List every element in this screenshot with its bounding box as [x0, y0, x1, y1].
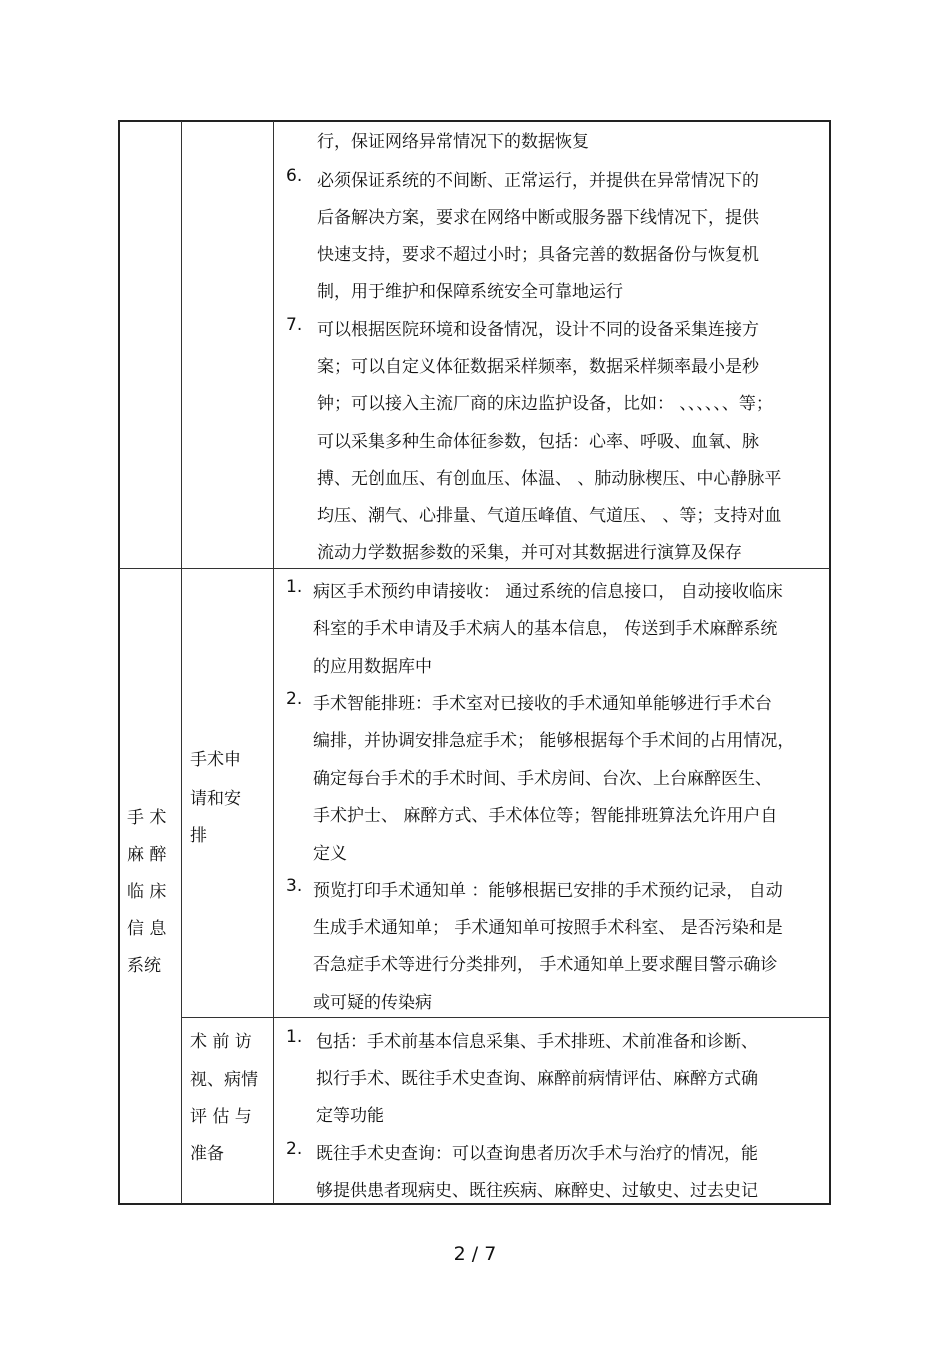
- item-line: 快速支持，要求不超过小时；具备完善的数据备份与恢复机: [317, 245, 759, 265]
- item-number: 2.: [286, 689, 303, 709]
- item-line: 手术智能排班：手术室对已接收的手术通知单能够进行手术台: [313, 694, 772, 714]
- item-line: 否急症手术等进行分类排列， 手术通知单上要求醒目警示确诊: [313, 955, 778, 975]
- item-line: 科室的手术申请及手术病人的基本信息， 传送到手术麻醉系统: [313, 619, 778, 639]
- system-name-line: 信 息: [127, 919, 167, 939]
- row-divider-1: [119, 568, 830, 569]
- item-line: 包括：手术前基本信息采集、手术排班、术前准备和诊断、: [316, 1032, 758, 1052]
- item-line: 的应用数据库中: [313, 657, 432, 677]
- item-line: 搏、无创血压、有创血压、体温、 、肺动脉楔压、中心静脉平: [317, 469, 782, 489]
- item-line: 制，用于维护和保障系统安全可靠地运行: [317, 282, 623, 302]
- subsystem-label-line: 术 前 访: [190, 1032, 252, 1052]
- page-number: 2 / 7: [453, 1243, 497, 1265]
- item-line: 可以采集多种生命体征参数，包括：心率、呼吸、血氧、脉: [317, 432, 759, 452]
- subsystem-label-line: 准备: [190, 1144, 224, 1164]
- column-divider-2: [273, 121, 274, 1204]
- item-line: 后备解决方案，要求在网络中断或服务器下线情况下，提供: [317, 208, 759, 228]
- item-number: 1.: [286, 1027, 303, 1047]
- system-name-line: 临 床: [127, 882, 167, 902]
- item-line: 钟；可以接入主流厂商的床边监护设备，比如： 、、、、、、等；: [317, 394, 773, 414]
- row-divider-2: [181, 1017, 830, 1018]
- system-name-line: 手 术: [127, 808, 167, 828]
- item-line: 预览打印手术通知单 ：能够根据已安排的手术预约记录， 自动: [313, 881, 783, 901]
- item-line: 生成手术通知单； 手术通知单可按照手术科室、 是否污染和是: [313, 918, 783, 938]
- subsystem-label-line: 视、病情: [190, 1070, 258, 1090]
- item-number: 1.: [286, 577, 303, 597]
- item-line: 可以根据医院环境和设备情况，设计不同的设备采集连接方: [317, 320, 759, 340]
- item-line: 既往手术史查询：可以查询患者历次手术与治疗的情况，能: [316, 1144, 758, 1164]
- system-name-line: 系统: [127, 956, 161, 976]
- system-name-line: 麻 醉: [127, 845, 167, 865]
- continuation-line: 行，保证网络异常情况下的数据恢复: [317, 132, 589, 152]
- item-line: 拟行手术、既往手术史查询、麻醉前病情评估、麻醉方式确: [316, 1069, 758, 1089]
- item-line: 定等功能: [316, 1106, 384, 1126]
- subsystem-label-line: 评 估 与: [190, 1107, 252, 1127]
- subsystem-label-line: 请和安: [190, 789, 241, 809]
- subsystem-label-line: 排: [190, 826, 207, 846]
- item-line: 必须保证系统的不间断、正常运行，并提供在异常情况下的: [317, 171, 759, 191]
- item-number: 3.: [286, 876, 303, 896]
- item-line: 病区手术预约申请接收： 通过系统的信息接口， 自动接收临床: [313, 582, 783, 602]
- item-line: 或可疑的传染病: [313, 993, 432, 1013]
- item-line: 定义: [313, 844, 347, 864]
- item-number: 6.: [286, 166, 303, 186]
- item-line: 手术护士、 麻醉方式、手术体位等；智能排班算法允许用户自: [313, 806, 778, 826]
- item-line: 均压、潮气、心排量、气道压峰值、气道压、 、等；支持对血: [317, 506, 782, 526]
- item-line: 流动力学数据参数的采集，并可对其数据进行演算及保存: [317, 543, 742, 563]
- subsystem-label-line: 手术申: [190, 750, 241, 770]
- item-line: 案；可以自定义体征数据采样频率，数据采样频率最小是秒: [317, 357, 759, 377]
- item-number: 2.: [286, 1139, 303, 1159]
- item-number: 7.: [286, 315, 303, 335]
- item-line: 确定每台手术的手术时间、手术房间、台次、上台麻醉医生、: [313, 769, 772, 789]
- item-line: 够提供患者现病史、既往疾病、麻醉史、过敏史、过去史记: [316, 1181, 758, 1201]
- item-line: 编排，并协调安排急症手术； 能够根据每个手术间的占用情况，: [313, 731, 795, 751]
- column-divider-1: [181, 121, 182, 1204]
